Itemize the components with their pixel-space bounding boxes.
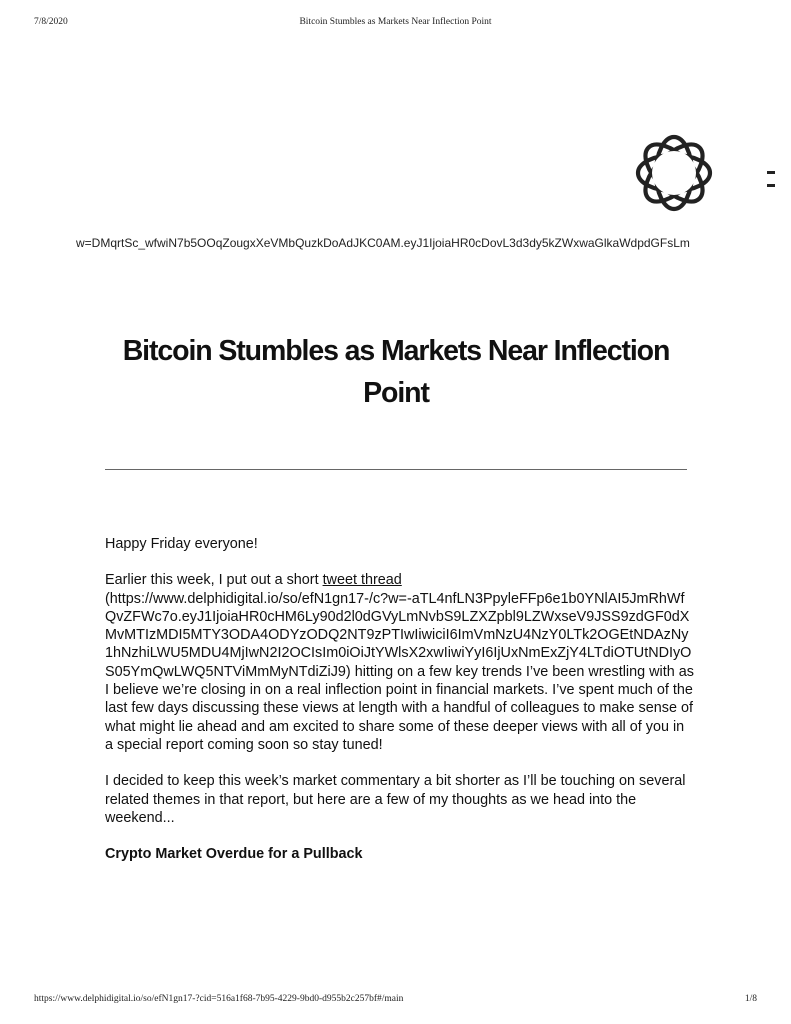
page-number: 1/8 [744,994,757,1004]
image-url-text: w=DMqrtSc_wfwiN7b5OOqZougxXeVMbQuzkDoAdJKC0AM.eyJ1IjoiaHR0cDovL3d3dy5kZWxwaGlkaWdpdGFsLm [76,236,690,250]
print-footer [34,994,757,1008]
intro-paragraph [105,571,695,754]
delphi-digital-logo-icon [624,124,724,222]
article-body [105,535,695,863]
print-page-title: Bitcoin Stumbles as Markets Near Inflection Point [299,17,492,27]
print-date: 7/8/2020 [34,17,68,27]
commentary-paragraph: I decided to keep this week’s market commentary a bit shorter as I’ll be touching on several related themes in that report, but here are a few of my thoughts as we head into the weekend... [105,773,686,826]
title-divider [105,469,687,470]
print-url: https://www.delphidigital.io/so/efN1gn17-?cid=516a1f68-7b95-4229-9bd0-d955b2c257bf#/main [34,994,404,1004]
tweet-thread-link[interactable]: tweet thread [322,572,402,589]
print-header [34,17,757,31]
greeting-paragraph: Happy Friday everyone! [105,536,258,552]
article-title: Bitcoin Stumbles as Markets Near Inflection Point [122,335,670,409]
intro-text-end: hitting on a few key trends I’ve been wrestling with as I believe we’re closing in on a real inflection point in financial markets. I’ve spent much of the last few days discussing these views at length with a handful of colleagues to make sense of what might lie ahead and am excited to share some of these deeper views with all of you in a special report coming soon so stay tuned! [105,663,694,753]
section-heading: Crypto Market Overdue for a Pullback [105,846,363,863]
tweet-thread-url: (https://www.delphidigital.io/so/efN1gn17-/c?w=-aTL4nfLN3PpyleFFp6e1b0YNlAI5JmRhWfQvZFWc7o.eyJ1IjoiaHR0cHM6Ly90d2l0dGVyLmNvbS9LZXZpbl9LZWxseV9JSS9zdGF0dXMvMTIzMDI5MTY3ODA4ODYzODQ2NT9zPTIwIiwiciI6ImVmNzU4NzY0LTk2OGEtNDAzNy1hNzhiLWU5MDU4MjIwN2I2OCIsIm0iOiJtYWlsX2xwIiwiYyI6IjUxNmExZjY4LTdiOTUtNDIyOS05YmQwLWQ5NTViMmMyNTdiZiJ9) [105,590,692,680]
intro-text-start: Earlier this week, I put out a short [105,572,323,589]
logo-wordmark-fragment [767,168,777,190]
